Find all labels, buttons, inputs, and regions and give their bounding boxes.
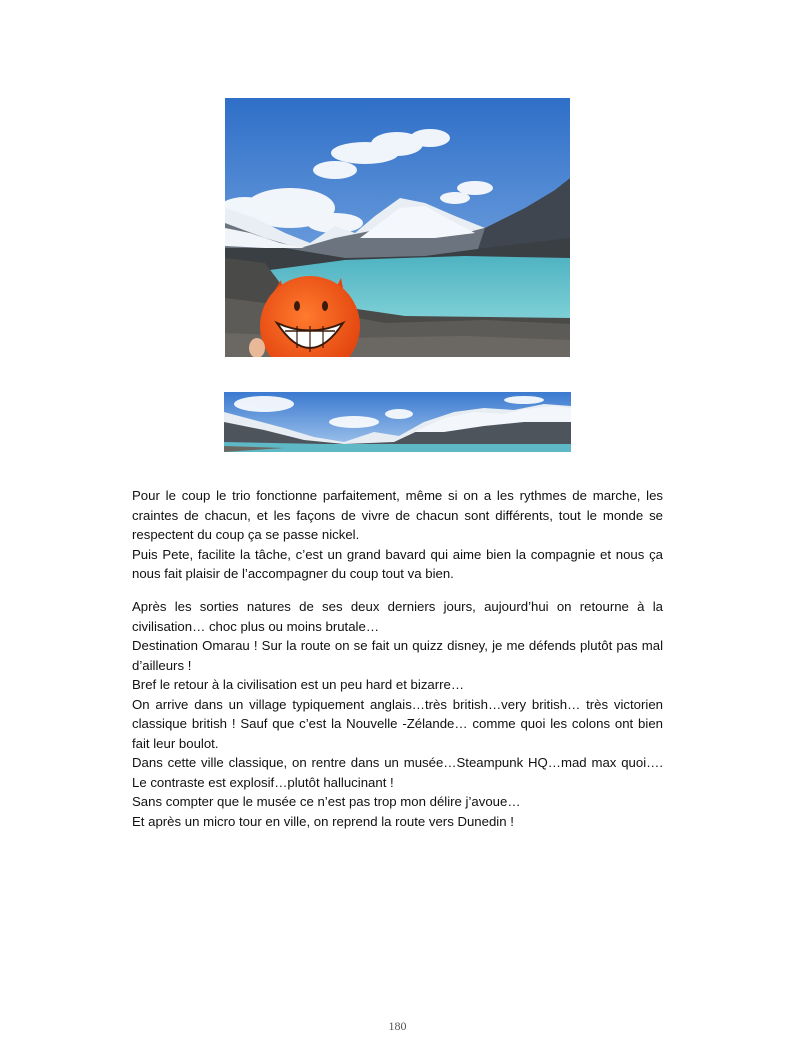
paragraph-2-line: Dans cette ville classique, on rentre dans un musée…Steampunk HQ…mad max quoi…. Le contraste est explosif…plutôt hallucinant ! — [132, 755, 663, 790]
paragraph-2 — [132, 597, 663, 831]
paragraph-1-line: Pour le coup le trio fonctionne parfaitement, même si on a les rythmes de marche, les craintes de chacun, et les façons de vivre de chacun sont différents, tout le monde se respectent du coup ça se passe nickel. — [132, 488, 663, 542]
paragraph-2-line: Sans compter que le musée ce n’est pas trop mon délire j’avoue… — [132, 794, 521, 809]
paragraph-1 — [132, 486, 663, 584]
paragraph-1-line: Puis Pete, facilite la tâche, c’est un grand bavard qui aime bien la compagnie et nous ça nous fait plaisir de l’accompagner du coup tout va bien. — [132, 546, 663, 581]
page-number: 180 — [388, 1019, 407, 1033]
photo-glacier-lake-with-mascot — [225, 98, 570, 357]
paragraph-2-line: Bref le retour à la civilisation est un peu hard et bizarre… — [132, 677, 465, 692]
paragraph-2-line: Après les sorties natures de ses deux derniers jours, aujourd’hui on retourne à la civilisation… choc plus ou moins brutale… — [132, 599, 663, 634]
paragraph-2-line: On arrive dans un village typiquement anglais…très british…very british… très victorien classique british ! Sauf que c’est la Nouvelle -Zélande… comme quoi les colons ont bien fait leur boulot. — [132, 696, 663, 751]
photo-panorama-lake-mountains — [224, 392, 571, 452]
paragraph-2-line: Destination Omarau ! Sur la route on se fait un quizz disney, je me défends plutôt pas mal d’ailleurs ! — [132, 638, 663, 673]
paragraph-2-line: Et après un micro tour en ville, on reprend la route vers Dunedin ! — [132, 813, 514, 829]
